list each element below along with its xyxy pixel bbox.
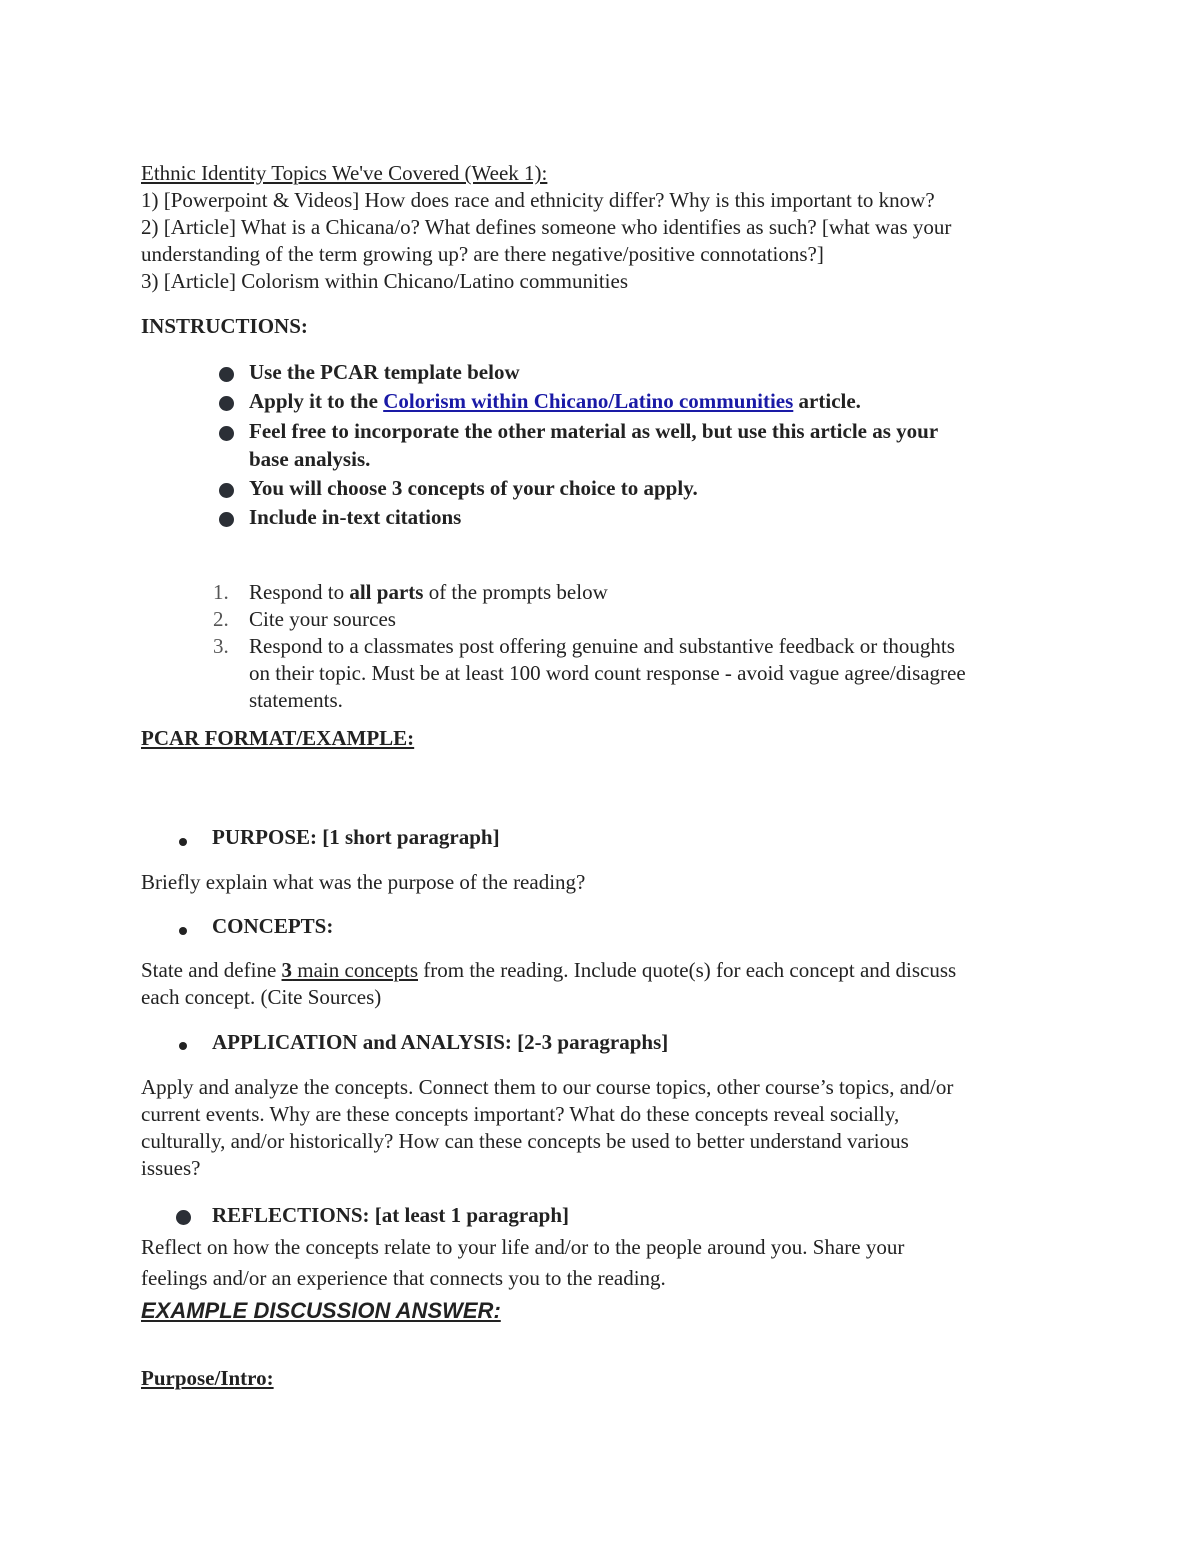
numbered-item-3-line-3: statements.	[249, 688, 343, 712]
concepts-text-line-2: each concept. (Cite Sources)	[141, 985, 382, 1009]
reflections-label: REFLECTIONS: [at least 1 paragraph]	[212, 1203, 570, 1227]
bullet-icon	[219, 512, 234, 527]
concepts-suffix: from the reading. Include quote(s) for each concept and discuss	[418, 958, 957, 982]
numbered-item-3-line-2: on their topic. Must be at least 100 word count response - avoid vague agree/disagree	[249, 661, 966, 685]
bullet-icon	[219, 426, 234, 441]
purpose-text: Briefly explain what was the purpose of the reading?	[141, 870, 586, 894]
reflections-text-line-1: Reflect on how the concepts relate to your life and/or to the people around you. Share your	[141, 1235, 905, 1259]
bullet-2-suffix: article.	[793, 389, 861, 413]
instructions-heading: INSTRUCTIONS:	[141, 314, 308, 338]
colorism-article-link[interactable]: Colorism within Chicano/Latino communities	[383, 389, 794, 413]
numbered-item-1	[249, 579, 608, 606]
concepts-main: main concepts	[292, 958, 418, 982]
bullet-icon	[219, 396, 234, 411]
bullet-icon	[179, 838, 187, 846]
instruction-bullet-1: Use the PCAR template below	[249, 360, 520, 384]
instruction-bullet-4: You will choose 3 concepts of your choice to apply.	[249, 476, 698, 500]
numbered-label-3: 3.	[213, 634, 229, 658]
reflections-text-line-2: feelings and/or an experience that connects you to the reading.	[141, 1266, 666, 1290]
topic-item-2-line-2: understanding of the term growing up? are there negative/positive connotations?]	[141, 242, 824, 266]
topic-item-3: 3) [Article] Colorism within Chicano/Latino communities	[141, 269, 628, 293]
purpose-intro-heading: Purpose/Intro:	[141, 1366, 274, 1390]
numbered-item-2: Cite your sources	[249, 607, 396, 631]
purpose-label: PURPOSE: [1 short paragraph]	[212, 825, 500, 849]
application-text-line-2: current events. Why are these concepts important? What do these concepts reveal socially,	[141, 1102, 900, 1126]
application-text-line-3: culturally, and/or historically? How can these concepts be used to better understand various	[141, 1129, 909, 1153]
bullet-icon	[219, 483, 234, 498]
application-label: APPLICATION and ANALYSIS: [2-3 paragraphs]	[212, 1030, 669, 1054]
bullet-icon	[176, 1210, 191, 1225]
bullet-icon	[179, 927, 187, 935]
instruction-bullet-3-line-1: Feel free to incorporate the other material as well, but use this article as your	[249, 419, 939, 443]
topics-heading: Ethnic Identity Topics We've Covered (Week 1):	[141, 161, 548, 185]
numbered-label-1: 1.	[213, 580, 229, 604]
topic-item-2-line-1: 2) [Article] What is a Chicana/o? What defines someone who identifies as such? [what was your	[141, 215, 952, 239]
numbered-1-bold: all parts	[349, 580, 424, 604]
topic-item-1: 1) [Powerpoint & Videos] How does race and ethnicity differ? Why is this important to know?	[141, 188, 935, 212]
concepts-prefix: State and define	[141, 958, 282, 982]
concepts-label: CONCEPTS:	[212, 914, 334, 938]
numbered-1-suffix: of the prompts below	[423, 580, 608, 604]
instruction-bullet-2	[249, 388, 861, 415]
bullet-2-prefix: Apply it to the	[249, 389, 384, 413]
pcar-heading: PCAR FORMAT/EXAMPLE:	[141, 726, 415, 750]
instruction-bullet-5: Include in-text citations	[249, 505, 462, 529]
application-text-line-4: issues?	[141, 1156, 201, 1180]
numbered-1-prefix: Respond to	[249, 580, 350, 604]
bullet-icon	[179, 1042, 187, 1050]
example-heading: EXAMPLE DISCUSSION ANSWER:	[141, 1298, 501, 1323]
bullet-icon	[219, 367, 234, 382]
application-text-line-1: Apply and analyze the concepts. Connect them to our course topics, other course’s topics, and/or	[141, 1075, 954, 1099]
concepts-text-line-1	[141, 957, 956, 984]
numbered-item-3-line-1: Respond to a classmates post offering genuine and substantive feedback or thoughts	[249, 634, 955, 658]
numbered-label-2: 2.	[213, 607, 229, 631]
instruction-bullet-3-line-2: base analysis.	[249, 447, 371, 471]
concepts-count: 3	[281, 958, 293, 982]
